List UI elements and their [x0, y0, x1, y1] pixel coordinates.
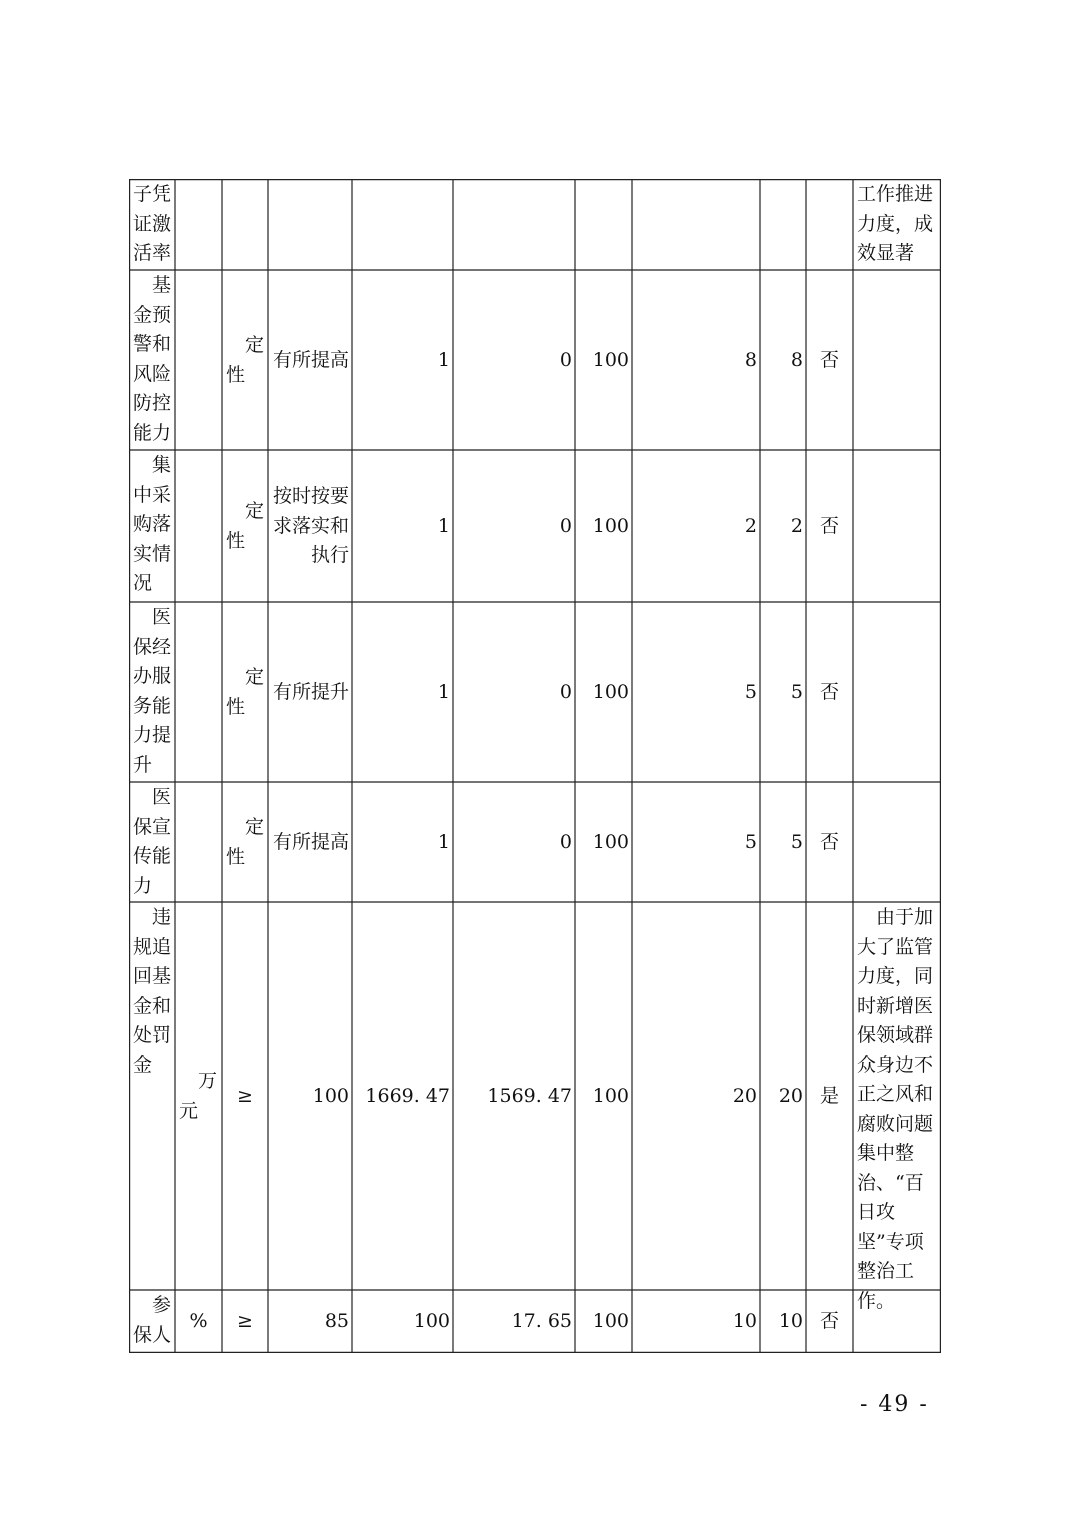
score-b-text: 20: [778, 1084, 803, 1107]
operator-cell: [222, 271, 268, 450]
flag-cell: [806, 451, 853, 602]
target-cell: [268, 783, 352, 902]
score-a-text: 5: [744, 680, 757, 703]
actual-cell: [352, 903, 453, 1290]
weight-text: 100: [592, 680, 629, 703]
target-cell: [268, 603, 352, 782]
remark-cell: [853, 271, 941, 450]
unit-cell: [175, 451, 222, 602]
score-a-cell: [632, 1291, 760, 1353]
score-a-cell: [632, 451, 760, 602]
operator-cell: [222, 1291, 268, 1353]
score-b-cell: [760, 603, 806, 782]
indicator-cell: [129, 783, 175, 902]
target-cell: [268, 903, 352, 1290]
deviation-text: 0: [559, 680, 572, 703]
deviation-text: 0: [559, 514, 572, 537]
deviation-cell: [453, 180, 575, 270]
flag-text: 否: [819, 830, 839, 853]
target-text: 有所提升: [272, 680, 349, 703]
target-text: 100: [312, 1084, 349, 1107]
actual-cell: [352, 180, 453, 270]
flag-text: 否: [819, 348, 839, 371]
unit-cell: [175, 180, 222, 270]
deviation-cell: [453, 783, 575, 902]
page-number: - 49 -: [860, 1392, 929, 1417]
score-b-text: 5: [790, 680, 803, 703]
weight-text: 100: [592, 514, 629, 537]
score-a-cell: [632, 271, 760, 450]
deviation-cell: [453, 271, 575, 450]
operator-text: 定性: [226, 500, 265, 552]
weight-text: 100: [592, 1310, 629, 1333]
deviation-cell: [453, 1291, 575, 1353]
indicator-text: 违规追回基金和处罚金: [133, 906, 172, 1076]
flag-text: 否: [819, 1310, 839, 1333]
remark-cell: [853, 451, 941, 602]
indicator-cell: [129, 180, 175, 270]
remark-cell: [853, 903, 941, 1312]
actual-text: 1: [437, 514, 450, 537]
actual-cell: [352, 603, 453, 782]
operator-text: 定性: [226, 666, 265, 718]
score-a-text: 20: [732, 1084, 757, 1107]
unit-text: %: [189, 1310, 208, 1333]
target-text: 有所提高: [272, 830, 349, 853]
actual-cell: [352, 783, 453, 902]
weight-cell: [575, 1291, 632, 1353]
score-b-text: 2: [790, 514, 803, 537]
score-b-cell: [760, 451, 806, 602]
weight-cell: [575, 180, 632, 270]
flag-text: 是: [819, 1084, 839, 1107]
unit-cell: [175, 1291, 222, 1353]
score-b-cell: [760, 180, 806, 270]
flag-cell: [806, 903, 853, 1290]
actual-text: 1: [437, 348, 450, 371]
remark-cell: [853, 783, 941, 902]
flag-cell: [806, 271, 853, 450]
score-a-text: 8: [744, 348, 757, 371]
target-text: 有所提高: [272, 348, 349, 371]
score-a-cell: [632, 903, 760, 1290]
score-b-text: 8: [790, 348, 803, 371]
target-cell: [268, 1291, 352, 1353]
operator-cell: [222, 603, 268, 782]
target-cell: [268, 271, 352, 450]
indicator-text: 医保宣传能力: [133, 786, 172, 897]
weight-text: 100: [592, 830, 629, 853]
score-a-cell: [632, 180, 760, 270]
score-a-text: 5: [744, 830, 757, 853]
actual-text: 1669. 47: [365, 1084, 450, 1107]
weight-cell: [575, 783, 632, 902]
score-a-text: 2: [744, 514, 757, 537]
operator-text: ≥: [237, 1310, 253, 1333]
score-a-text: 10: [732, 1310, 757, 1333]
indicator-cell: [129, 271, 175, 450]
indicator-cell: [129, 903, 175, 1290]
weight-text: 100: [592, 348, 629, 371]
flag-cell: [806, 603, 853, 782]
actual-text: 1: [437, 830, 450, 853]
score-b-cell: [760, 783, 806, 902]
indicator-cell: [129, 451, 175, 602]
operator-cell: [222, 180, 268, 270]
weight-cell: [575, 451, 632, 602]
actual-cell: [352, 271, 453, 450]
actual-cell: [352, 1291, 453, 1353]
flag-cell: [806, 783, 853, 902]
weight-cell: [575, 271, 632, 450]
remark-text: 工作推进力度，成效显著: [857, 183, 934, 264]
score-b-cell: [760, 903, 806, 1290]
target-cell: [268, 180, 352, 270]
flag-cell: [806, 1291, 853, 1353]
indicator-text: 医保经办服务能力提升: [133, 606, 172, 776]
target-text: 按时按要求落实和执行: [272, 485, 349, 567]
operator-text: ≥: [237, 1084, 253, 1107]
operator-cell: [222, 903, 268, 1290]
indicator-text: 基金预警和风险防控能力: [133, 274, 172, 444]
actual-text: 1: [437, 680, 450, 703]
deviation-text: 1569. 47: [487, 1084, 572, 1107]
remark-cell: [853, 1291, 941, 1353]
unit-cell: [175, 903, 222, 1290]
target-text: 85: [324, 1310, 349, 1333]
target-cell: [268, 451, 352, 602]
actual-cell: [352, 451, 453, 602]
deviation-cell: [453, 451, 575, 602]
unit-text: 万元: [179, 1070, 218, 1122]
data-table: [129, 179, 941, 1353]
operator-cell: [222, 783, 268, 902]
weight-cell: [575, 903, 632, 1290]
unit-cell: [175, 783, 222, 902]
weight-text: 100: [592, 1084, 629, 1107]
indicator-text: 子凭证激活率: [133, 183, 172, 264]
operator-text: 定性: [226, 816, 265, 868]
deviation-text: 17. 65: [511, 1310, 572, 1333]
deviation-text: 0: [559, 830, 572, 853]
score-a-cell: [632, 783, 760, 902]
flag-text: 否: [819, 680, 839, 703]
indicator-cell: [129, 603, 175, 782]
remark-cell: [853, 180, 941, 270]
score-b-cell: [760, 1291, 806, 1353]
remark-text: 由于加大了监管力度，同时新增医保领域群众身边不正之风和腐败问题集中整治、“百日攻坚”专项整治工作。: [857, 906, 934, 1312]
deviation-text: 0: [559, 348, 572, 371]
weight-cell: [575, 603, 632, 782]
score-b-text: 5: [790, 830, 803, 853]
remark-cell: [853, 603, 941, 782]
score-b-text: 10: [778, 1310, 803, 1333]
deviation-cell: [453, 903, 575, 1290]
flag-cell: [806, 180, 853, 270]
indicator-cell: [129, 1291, 175, 1353]
operator-cell: [222, 451, 268, 602]
deviation-cell: [453, 603, 575, 782]
operator-text: 定性: [226, 334, 265, 386]
unit-cell: [175, 271, 222, 450]
indicator-text: 集中采购落实情况: [133, 454, 172, 594]
score-a-cell: [632, 603, 760, 782]
actual-text: 100: [413, 1310, 450, 1333]
indicator-text: 参保人: [133, 1294, 172, 1346]
score-b-cell: [760, 271, 806, 450]
unit-cell: [175, 603, 222, 782]
flag-text: 否: [819, 514, 839, 537]
